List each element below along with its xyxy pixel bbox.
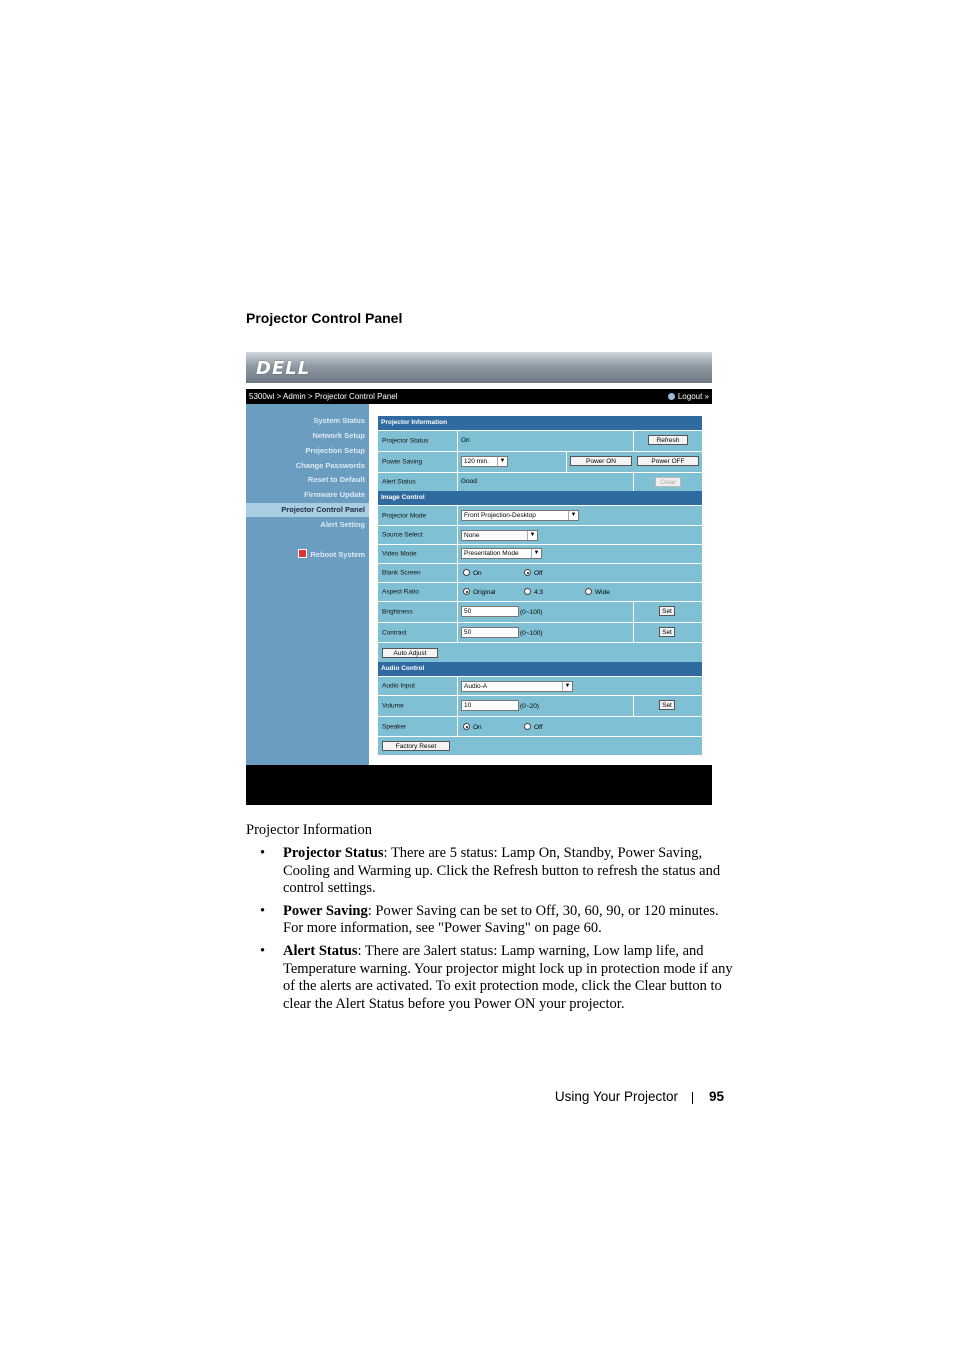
bullet-term: Power Saving — [283, 902, 368, 919]
power-saving-select[interactable]: 120 min. ▼ — [461, 456, 508, 467]
blank-screen-label: Blank Screen — [379, 565, 456, 581]
projector-status-label: Projector Status — [379, 432, 456, 450]
nav-projector-control-panel[interactable]: Projector Control Panel — [246, 503, 369, 517]
projector-information-subheading: Projector Information — [246, 822, 373, 838]
aspect-ratio-label: Aspect Ratio — [379, 584, 456, 600]
projector-control-panel-screenshot — [246, 352, 712, 805]
bullet-text: : Power Saving can be set to Off, 30, 60, 90, or 120 minutes. For more information, see "Power Saving" on page 60. — [283, 902, 719, 937]
contrast-input[interactable]: 50 — [461, 627, 519, 638]
blank-screen-off-label: Off — [534, 570, 543, 577]
audio-control-header: Audio Control — [378, 662, 702, 676]
bullet-text: : There are 5 status: Lamp On, Standby, Power Saving, Cooling and Warming up. Click the Refresh button to refresh the status and control settings. — [283, 845, 721, 897]
chevron-down-icon: ▼ — [562, 682, 572, 691]
power-saving-label: Power Saving — [379, 453, 456, 471]
logout-link[interactable] — [668, 392, 709, 401]
nav-change-passwords[interactable]: Change Passwords — [295, 461, 365, 470]
row-speaker — [378, 717, 702, 736]
chevron-down-icon: ▼ — [527, 531, 537, 540]
projector-mode-select[interactable]: Front Projection-Desktop ▼ — [461, 510, 579, 521]
bullet-list — [260, 845, 740, 1018]
clear-button[interactable]: Clear — [655, 477, 681, 487]
section-title: Projector Control Panel — [246, 310, 403, 326]
footer-text: Using Your Projector — [554, 1089, 678, 1104]
nav-alert-setting[interactable]: Alert Setting — [320, 520, 365, 529]
projector-information-header: Projector Information — [378, 416, 702, 430]
footer-divider — [692, 1092, 693, 1104]
row-audio-input — [378, 677, 702, 695]
alert-status-value: Good — [461, 478, 477, 485]
bullet-term: Alert Status — [283, 942, 358, 959]
contrast-label: Contrast — [379, 624, 456, 641]
chevron-down-icon: ▼ — [531, 549, 541, 558]
row-alert-status — [378, 473, 702, 491]
audio-input-select[interactable]: Audio-A ▼ — [461, 681, 573, 692]
video-mode-label: Video Mode — [379, 546, 456, 562]
aspect-original-radio[interactable] — [463, 588, 470, 595]
row-blank-screen — [378, 564, 702, 582]
row-factory-reset — [378, 737, 702, 755]
row-aspect-ratio — [378, 583, 702, 601]
reboot-label: Reboot System — [310, 550, 365, 559]
row-projector-status — [378, 431, 702, 451]
bullet-term: Projector Status — [283, 845, 384, 861]
control-panel-content — [369, 404, 712, 765]
nav-reset-to-default[interactable]: Reset to Default — [307, 475, 365, 484]
brightness-input[interactable]: 50 — [461, 606, 519, 617]
bullet-projector-status: • Projector Status: There are 5 status: Lamp On, Standby, Power Saving, Cooling and Warming up. Click the Refresh button to refresh the status and control settings. — [260, 845, 721, 897]
row-source-select — [378, 526, 702, 544]
brightness-set-button[interactable]: Set — [659, 606, 675, 616]
alert-status-label: Alert Status — [379, 474, 456, 490]
screenshot-footer-bar — [246, 765, 712, 805]
reboot-icon — [298, 549, 307, 558]
source-select-label: Source Select — [379, 527, 456, 543]
source-select[interactable]: None ▼ — [461, 530, 538, 541]
aspect-original-label: Original — [473, 589, 496, 596]
blank-screen-off-radio[interactable] — [524, 569, 531, 576]
speaker-off-label: Off — [534, 724, 543, 731]
bullet-text: : There are 3alert status: Lamp warning, Low lamp life, and Temperature warning. Your projector might lock up in protection mode if any of the alerts are activated. To exit protection mode, click the Clear button to clear the Alert Status before you Power ON your projector. — [283, 942, 733, 1012]
projector-status-value: On — [461, 437, 470, 444]
breadcrumb[interactable]: 5300wi > Admin > Projector Control Panel — [249, 392, 398, 401]
web-header — [246, 352, 712, 384]
contrast-set-button[interactable]: Set — [659, 627, 675, 637]
sidebar-nav — [246, 404, 369, 765]
aspect-wide-radio[interactable] — [585, 588, 592, 595]
row-brightness — [378, 602, 702, 622]
logout-label: Logout » — [677, 392, 709, 401]
row-power-saving — [378, 452, 702, 472]
volume-input[interactable]: 10 — [461, 700, 519, 711]
page-number: 95 — [708, 1089, 724, 1104]
nav-firmware-update[interactable]: Firmware Update — [304, 490, 365, 499]
aspect-43-radio[interactable] — [524, 588, 531, 595]
row-auto-adjust — [378, 643, 702, 662]
chevron-down-icon: ▼ — [497, 457, 507, 466]
power-on-button[interactable]: Power ON — [570, 456, 632, 466]
row-projector-mode — [378, 506, 702, 525]
nav-projection-setup[interactable]: Projection Setup — [305, 446, 365, 455]
speaker-label: Speaker — [379, 718, 456, 735]
nav-reboot-system[interactable] — [298, 549, 365, 559]
factory-reset-button[interactable]: Factory Reset — [382, 741, 450, 751]
logout-icon — [668, 393, 675, 400]
projector-mode-label: Projector Mode — [379, 507, 456, 524]
brightness-range: (0~100) — [520, 609, 543, 616]
row-volume — [378, 696, 702, 716]
power-off-button[interactable]: Power OFF — [637, 456, 699, 466]
speaker-on-label: On — [473, 724, 482, 731]
volume-range: (0~20) — [520, 703, 539, 710]
bullet-alert-status: • Alert Status: There are 3alert status: Lamp warning, Low lamp life, and Temperature warning. Your projector might lock up in protection mode if any of the alerts are activated. To exit protection mode, click the Clear button to clear the Alert Status before you Power ON your projector. — [260, 942, 733, 1012]
video-mode-select[interactable]: Presentation Mode ▼ — [461, 548, 542, 559]
row-video-mode — [378, 545, 702, 563]
chevron-down-icon: ▼ — [568, 511, 578, 520]
contrast-range: (0~100) — [520, 630, 543, 637]
bullet-power-saving: • Power Saving: Power Saving can be set to Off, 30, 60, 90, or 120 minutes. For more information, see "Power Saving" on page 60. — [260, 902, 719, 937]
refresh-button[interactable]: Refresh — [648, 435, 688, 445]
speaker-off-radio[interactable] — [524, 723, 531, 730]
breadcrumb-bar — [246, 389, 712, 404]
speaker-on-radio[interactable] — [463, 723, 470, 730]
aspect-43-label: 4:3 — [534, 589, 544, 596]
volume-label: Volume — [379, 697, 456, 715]
image-control-header: Image Control — [378, 491, 702, 505]
nav-network-setup[interactable]: Network Setup — [312, 431, 365, 440]
audio-input-label: Audio Input — [379, 678, 456, 694]
dell-logo: DELL — [256, 358, 311, 379]
brightness-label: Brightness — [379, 603, 456, 621]
blank-screen-on-radio[interactable] — [463, 569, 470, 576]
aspect-wide-label: Wide — [595, 589, 610, 596]
blank-screen-on-label: On — [473, 570, 482, 577]
volume-set-button[interactable]: Set — [659, 700, 675, 710]
nav-system-status[interactable]: System Status — [313, 416, 365, 425]
row-contrast — [378, 623, 702, 642]
auto-adjust-button[interactable]: Auto Adjust — [382, 648, 438, 658]
